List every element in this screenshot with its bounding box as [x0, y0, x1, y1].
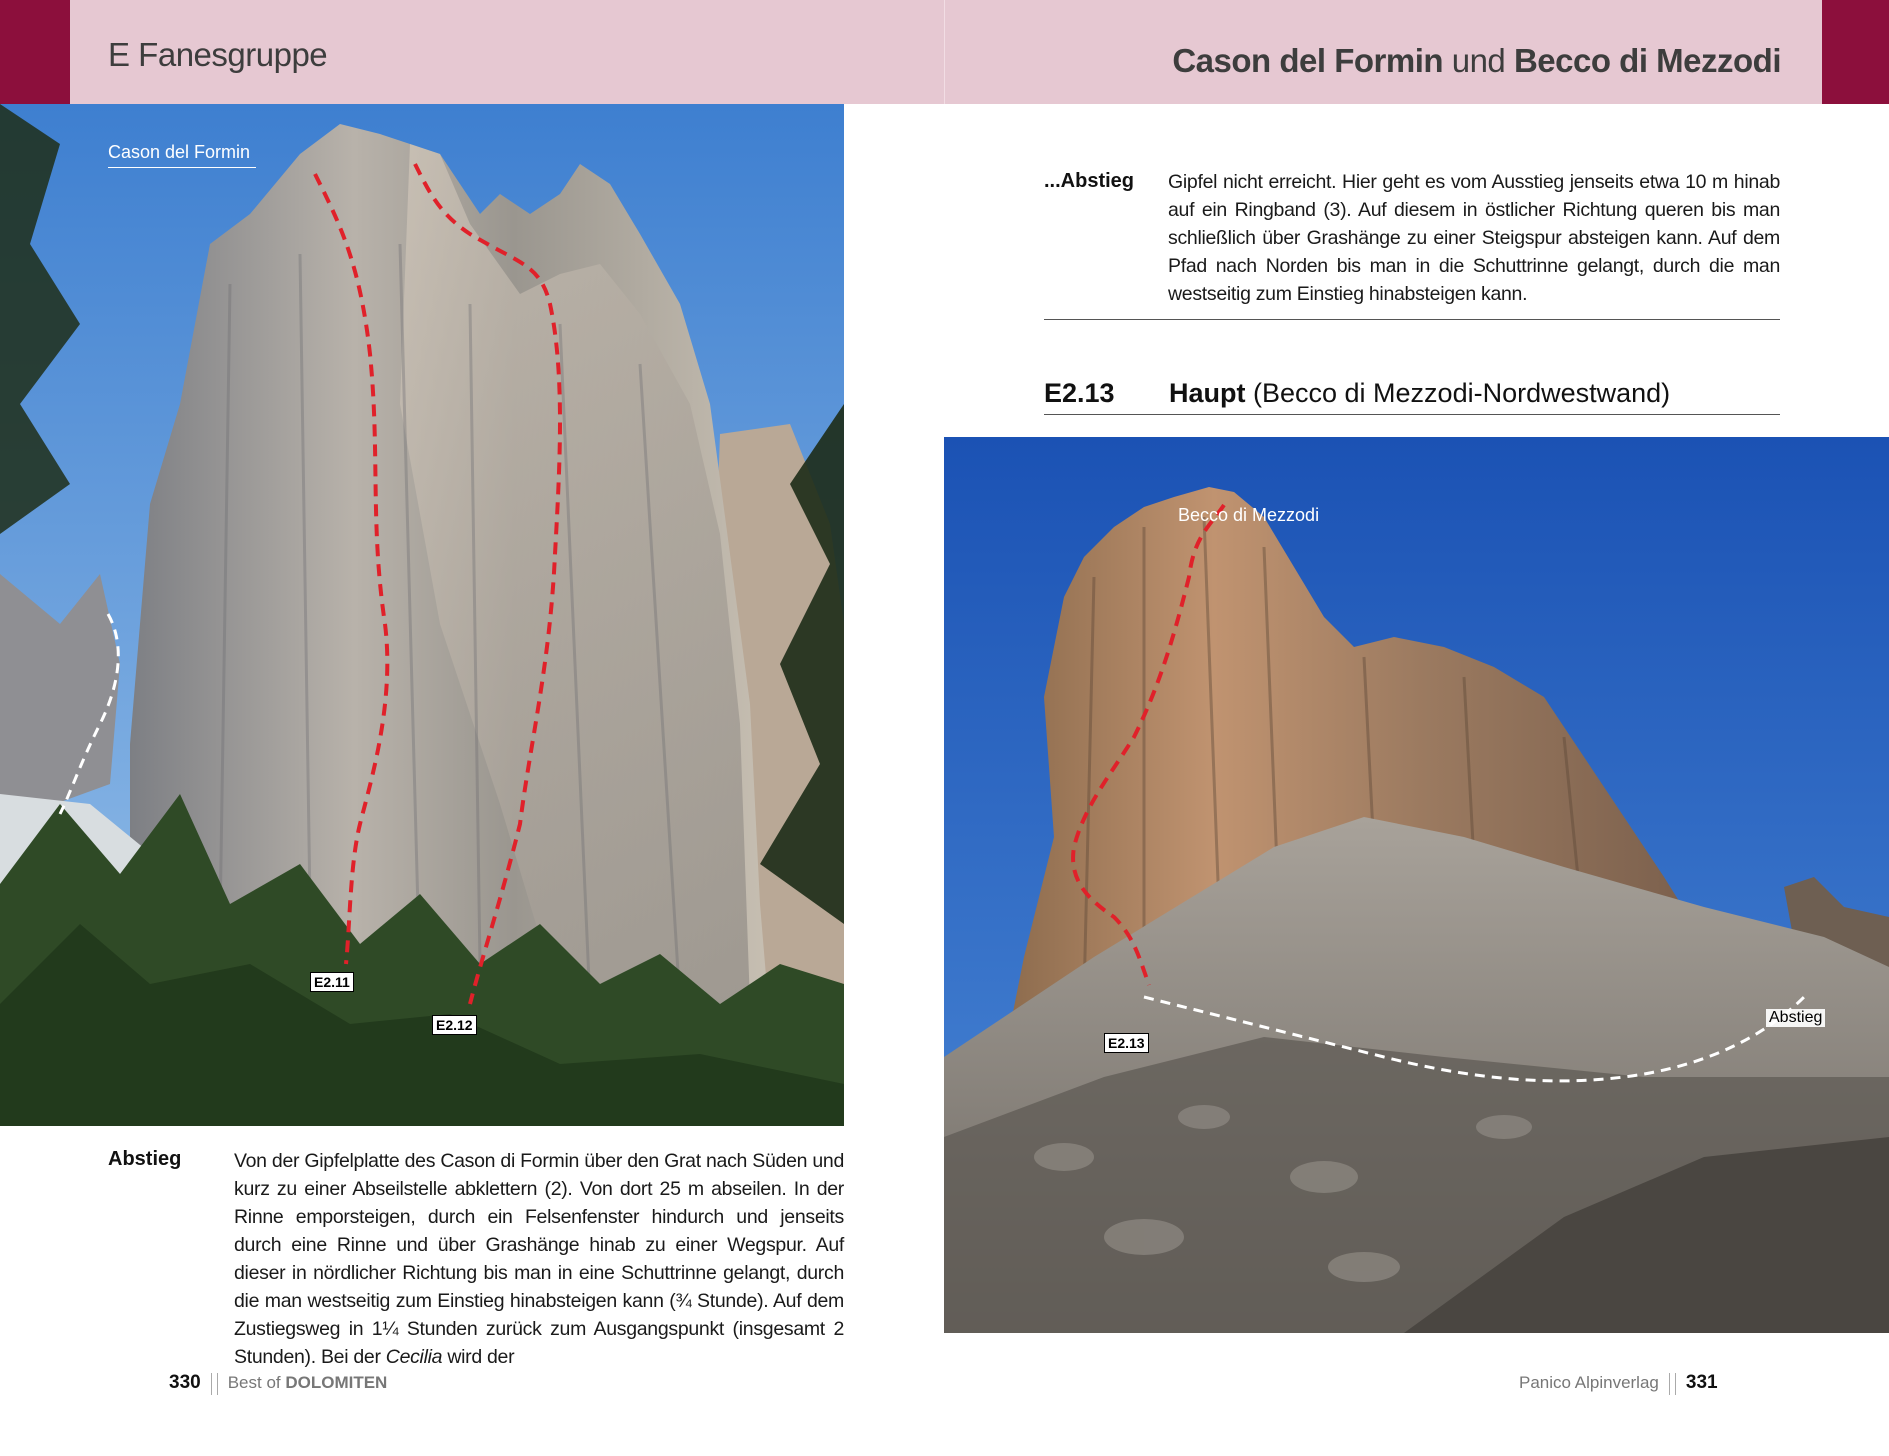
route-heading-rule — [1044, 414, 1780, 415]
route-name — [1169, 378, 1670, 409]
header-corner-right — [1822, 0, 1889, 104]
left-photo-caption: Cason del Formin — [108, 142, 251, 162]
section-title-part1: Cason del Formin — [1172, 42, 1444, 79]
descent-text-end: wird der — [442, 1346, 515, 1368]
footer-separator-left — [211, 1373, 218, 1395]
descent-rule — [1044, 319, 1780, 320]
header-divider — [944, 0, 945, 104]
footer-brand: DOLOMITEN — [285, 1373, 388, 1392]
footer-series: Best of — [227, 1373, 286, 1392]
photo-cason-del-formin-image — [0, 104, 844, 1126]
route-tag-e2-11: E2.11 — [310, 972, 354, 992]
section-title — [1172, 42, 1781, 80]
descent-label-abstieg: Abstieg — [1766, 1009, 1825, 1027]
footer-separator-right — [1669, 1373, 1676, 1395]
right-photo-caption: Becco di Mezzodi — [1178, 505, 1320, 525]
descent-text-main: Von der Gipfelplatte des Cason di Formin über den Grat nach Süden und kurz zu einer Abseilstelle abklettern (2). Von dort 25 m abseilen. In der Rinne emporsteigen, durch ein Felsenfenster hindurch und jenseits durch eine Rinne und über Grashänge hinab zu einer Wegspur. Auf dieser in nördlicher Richtung bis man in eine Schuttrinne gelangt, durch die man westseitig zum Einstieg hinabsteigen kann (¾ Stunde). Auf dem Zustiegsweg in 1¼ Stunden zurück zum Ausgangspunkt (insgesamt 2 Stunden). Bei der — [234, 1150, 844, 1368]
descent-continued-text: Gipfel nicht erreicht. Hier geht es vom Ausstieg jenseits etwa 10 m hinab auf ein Ringband (3). Auf diesem in östlicher Richtung queren bis man schließlich über Grashänge zu einer Steigspur absteigen kann. Auf dem Pfad nach Norden bis man in die Schuttrinne gelangt, durch die man westseitig zum Einstieg hinabsteigen kann. — [1168, 171, 1780, 305]
photo-becco-di-mezzodi — [944, 437, 1889, 1333]
footer-left — [169, 1372, 387, 1395]
route-code: E2.13 — [1044, 378, 1115, 408]
chapter-title — [108, 36, 327, 74]
route-tag-e2-12: E2.12 — [432, 1015, 477, 1035]
left-photo-caption-underline — [108, 167, 256, 168]
descent-text-italic: Cecilia — [385, 1346, 443, 1368]
footer-right — [1519, 1372, 1718, 1395]
section-title-connector: und — [1443, 42, 1514, 79]
route-name-bold: Haupt — [1169, 378, 1246, 408]
photo-becco-di-mezzodi-image — [944, 437, 1889, 1333]
descent-continued-term: ...Abstieg — [1044, 170, 1135, 192]
section-title-part2: Becco di Mezzodi — [1513, 42, 1781, 79]
route-name-rest: (Becco di Mezzodi-Nordwestwand) — [1245, 378, 1671, 408]
chapter-title-text: E Fanesgruppe — [108, 36, 328, 73]
header-corner-left — [0, 0, 70, 104]
page-number-right: 331 — [1685, 1372, 1718, 1393]
footer-publisher: Panico Alpinverlag — [1519, 1373, 1659, 1392]
descent-text — [234, 1147, 844, 1371]
route-tag-e2-13: E2.13 — [1104, 1033, 1149, 1053]
photo-cason-del-formin — [0, 104, 844, 1126]
descent-term: Abstieg — [108, 1148, 182, 1170]
page-number-left: 330 — [169, 1372, 201, 1393]
